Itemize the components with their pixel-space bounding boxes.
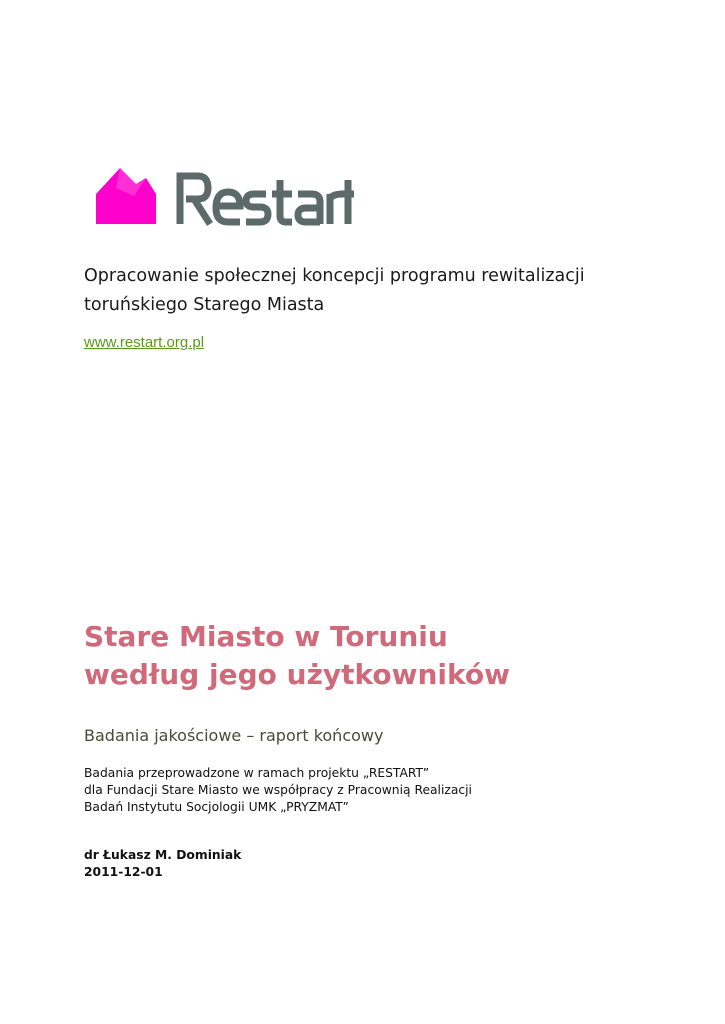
research-note — [84, 765, 472, 816]
subtitle-line-1: Opracowanie społecznej koncepcji programu rewitalizacji — [84, 266, 585, 286]
report-type: Badania jakościowe – raport końcowy — [84, 726, 384, 745]
research-note-line-3: Badań Instytutu Socjologii UMK „PRYZMAT” — [84, 800, 349, 814]
research-note-line-2: dla Fundacji Stare Miasto we współpracy z Pracownią Realizacji — [84, 783, 472, 797]
document-date: 2011-12-01 — [84, 865, 163, 879]
author-block — [84, 847, 241, 881]
title-line-2: według jego użytkowników — [84, 658, 510, 691]
project-subtitle — [84, 262, 664, 320]
title-line-1: Stare Miasto w Toruniu — [84, 620, 448, 653]
restart-wordmark — [180, 176, 354, 224]
house-icon — [96, 168, 156, 224]
document-title — [84, 618, 510, 694]
website-link[interactable]: www.restart.org.pl — [84, 334, 205, 351]
author-name: dr Łukasz M. Dominiak — [84, 848, 242, 862]
restart-logo — [94, 166, 354, 228]
research-note-line-1: Badania przeprowadzone w ramach projektu „RESTART” — [84, 766, 430, 780]
subtitle-line-2: toruńskiego Starego Miasta — [84, 295, 325, 315]
